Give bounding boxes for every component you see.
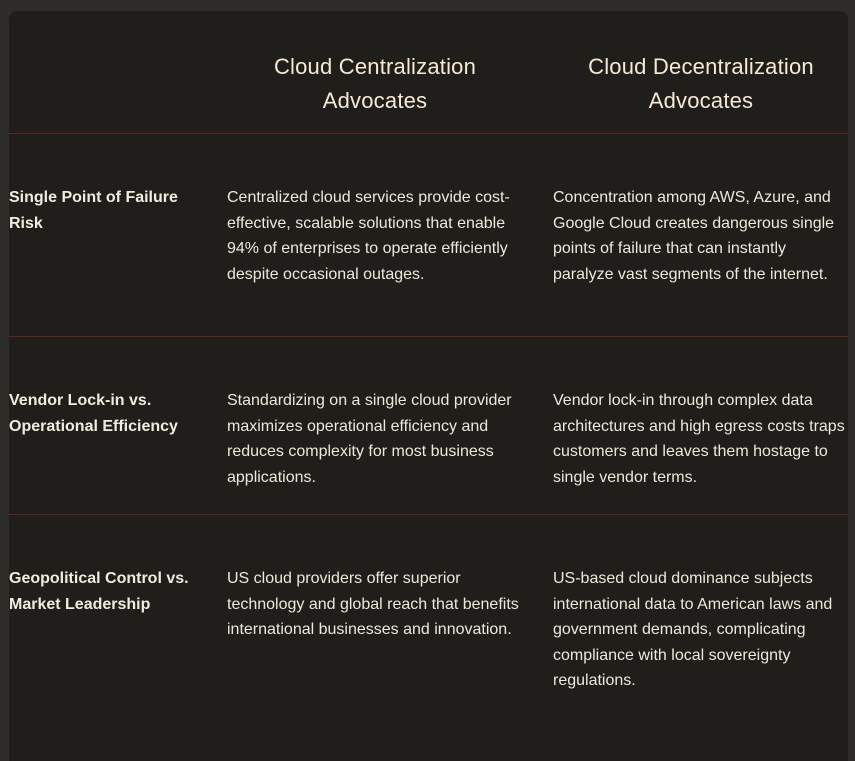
centralization-argument: US cloud providers offer superior technology and global reach that benefits international businesses and innovation. bbox=[227, 570, 519, 638]
table-row bbox=[9, 515, 848, 761]
row-topic: Single Point of Failure Risk bbox=[9, 189, 178, 232]
table-header bbox=[9, 11, 848, 134]
comparison-table bbox=[9, 11, 848, 761]
row-topic: Vendor Lock-in vs. Operational Efficiency bbox=[9, 392, 178, 435]
row-topic: Geopolitical Control vs. Market Leadership bbox=[9, 570, 189, 613]
decentralization-argument: US-based cloud dominance subjects international data to American laws and government demands, complicating compliance with local sovereignty regulations. bbox=[553, 570, 833, 689]
table-row bbox=[9, 134, 848, 337]
centralization-argument: Centralized cloud services provide cost-effective, scalable solutions that enable 94% of enterprises to operate efficiently despite occasional outages. bbox=[227, 189, 510, 283]
header-decentralization: Cloud Decentralization Advocates bbox=[588, 54, 814, 113]
decentralization-argument: Concentration among AWS, Azure, and Google Cloud creates dangerous single points of failure that can instantly paralyze vast segments of the internet. bbox=[553, 189, 835, 283]
header-centralization: Cloud Centralization Advocates bbox=[273, 54, 477, 113]
centralization-argument: Standardizing on a single cloud provider maximizes operational efficiency and reduces complexity for most business applications. bbox=[227, 392, 512, 486]
decentralization-argument: Vendor lock-in through complex data architectures and high egress costs traps customers and leaves them hostage to single vendor terms. bbox=[553, 392, 845, 486]
table-row bbox=[9, 337, 848, 515]
